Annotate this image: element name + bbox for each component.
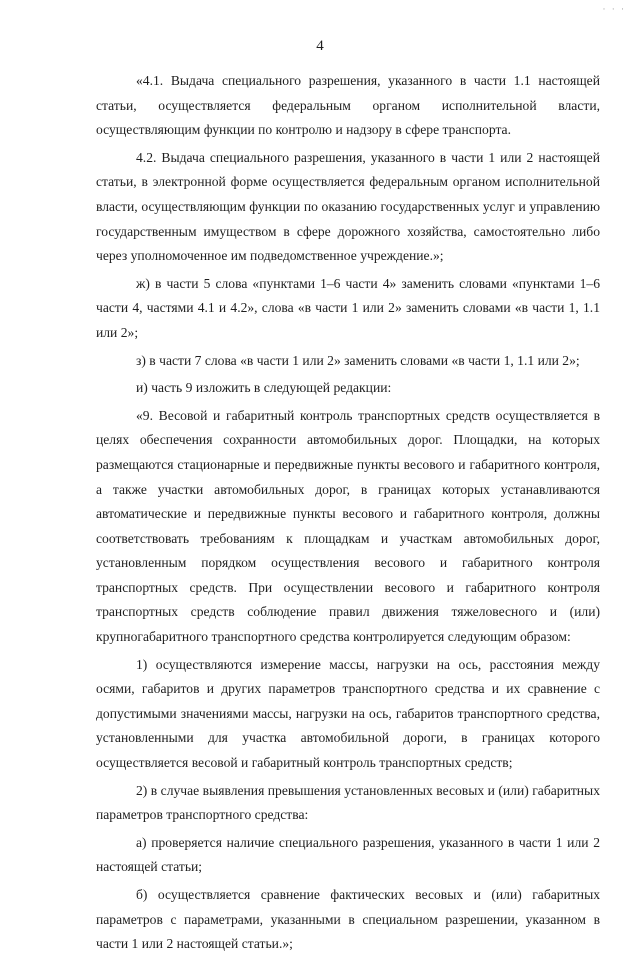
paragraph-item-zh: ж) в части 5 слова «пунктами 1–6 части 4» заменить словами «пунктами 1–6 части 4, частями 4.1 и 4.2», слова «в части 1 или 2» заменить словами «в части 1, 1.1 или 2»; bbox=[96, 275, 600, 340]
paragraph-subitem-1: 1) осуществляются измерение массы, нагрузки на ось, расстояния между осями, габаритов и других параметров транспортного средства и их сравнение с допустимыми значениями массы, нагрузки на ось, габаритов транспортного средства, установленными для участка автомобильной дороги, в границах которого осуществляется весовой и габаритный контроль транспортных средств; bbox=[96, 656, 600, 771]
paragraph-4-2: 4.2. Выдача специального разрешения, указанного в части 1 или 2 настоящей статьи, в электронной форме осуществляется федеральным органом исполнительной власти, осуществляющим функции по оказанию государственных услуг и управлению государственным имуществом в сфере дорожного хозяйства, самостоятельно либо через уполномоченное им подведомственное учреждение.»; bbox=[96, 149, 600, 264]
paragraph-4-1: «4.1. Выдача специального разрешения, указанного в части 1.1 настоящей статьи, осуществляется федеральным органом исполнительной власти, осуществляющим функции по контролю и надзору в сфере транспорта. bbox=[96, 73, 600, 138]
paragraph-subitem-a: а) проверяется наличие специального разрешения, указанного в части 1 или 2 настоящей статьи; bbox=[96, 834, 600, 875]
document-body bbox=[96, 69, 600, 957]
scan-corner-mark: · · · bbox=[602, 4, 626, 14]
paragraph-subitem-2: 2) в случае выявления превышения установленных весовых и (или) габаритных параметров транспортного средства: bbox=[96, 782, 600, 823]
paragraph-item-i: и) часть 9 изложить в следующей редакции: bbox=[136, 380, 392, 396]
paragraph-part-9: «9. Весовой и габаритный контроль транспортных средств осуществляется в целях обеспечения сохранности автомобильных дорог. Площадки, на которых размещаются стационарные и передвижные пункты весового и габаритного контроля, а также участки автомобильных дорог, в границах которых устанавливаются автоматические и передвижные пункты весового и габаритного контроля, должны соответствовать требованиям к площадкам и участкам автомобильных дорог, установленным порядком осуществления весового и габаритного контроля транспортных средств. При осуществлении весового и габаритного контроля транспортных средств соблюдение правил движения тяжеловесного и (или) крупногабаритного транспортного средства контролируется следующим образом: bbox=[96, 407, 600, 645]
paragraph-subitem-b: б) осуществляется сравнение фактических весовых и (или) габаритных параметров с параметрами, указанными в специальном разрешении, указанном в части 1 или 2 настоящей статьи.»; bbox=[96, 887, 600, 952]
page-number: 4 bbox=[316, 38, 324, 54]
paragraph-item-z: з) в части 7 слова «в части 1 или 2» заменить словами «в части 1, 1.1 или 2»; bbox=[136, 352, 580, 368]
